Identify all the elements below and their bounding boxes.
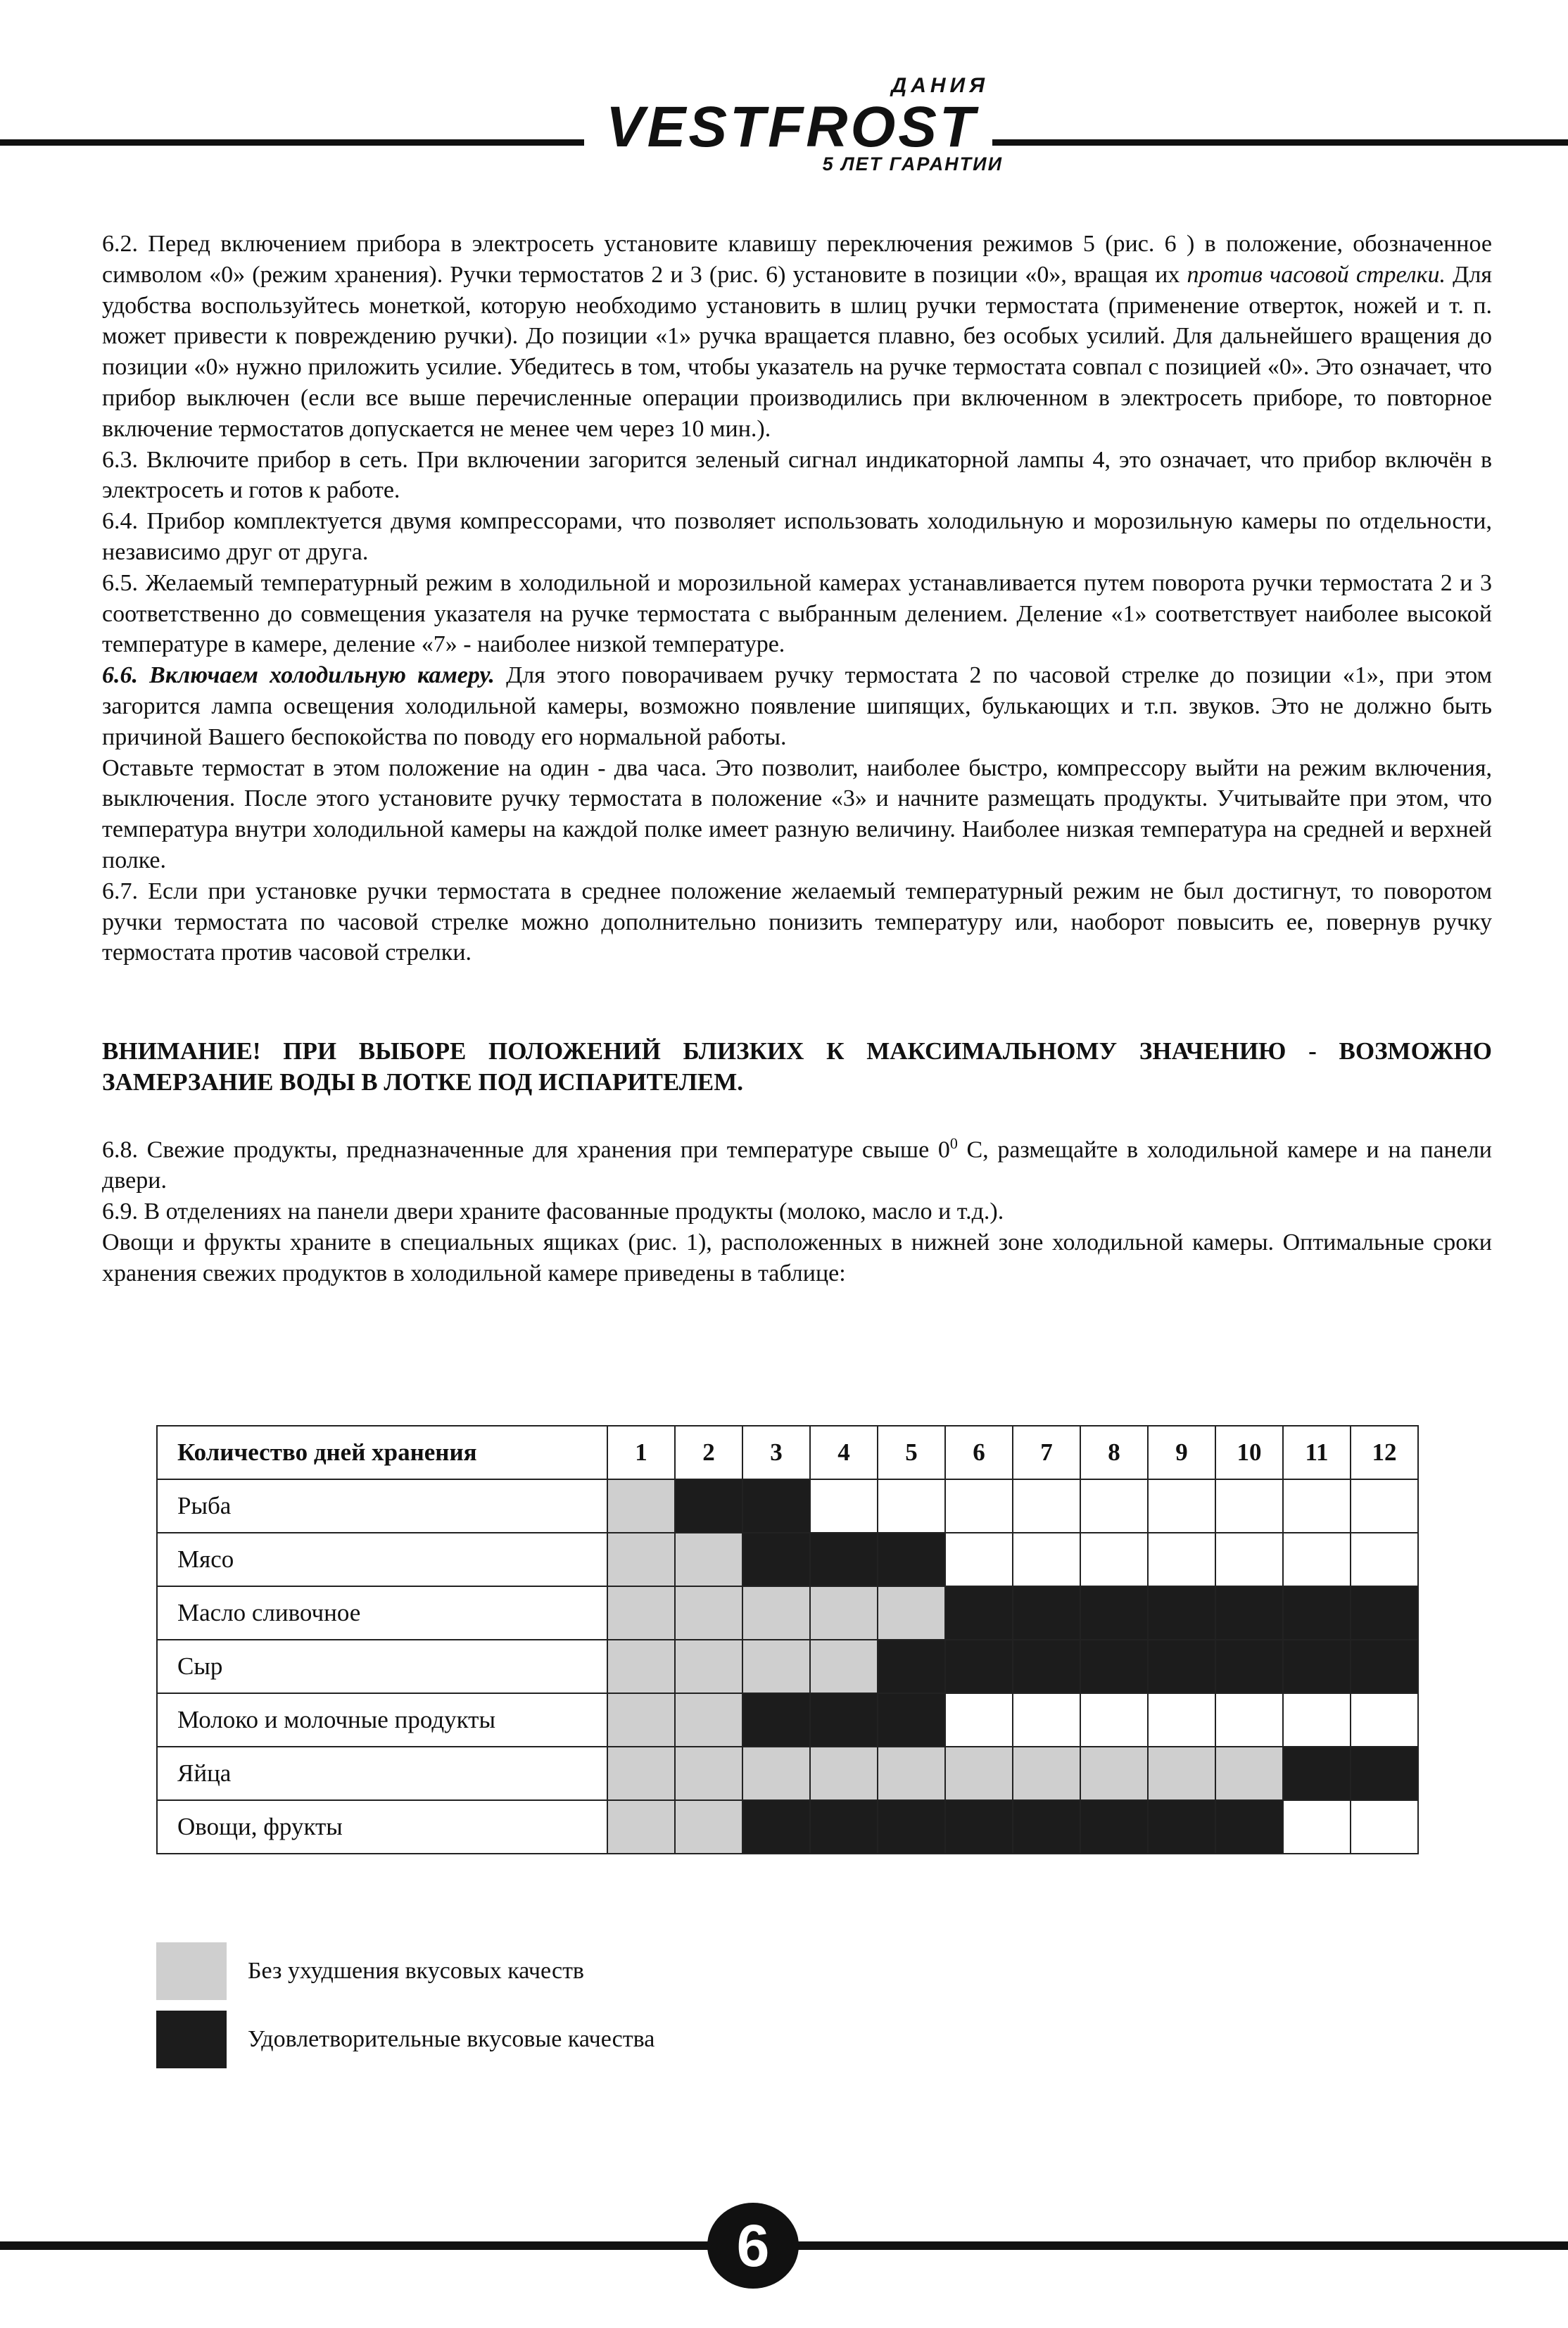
storage-cell xyxy=(1148,1693,1215,1747)
storage-cell xyxy=(1080,1693,1148,1747)
table-row xyxy=(157,1533,1418,1586)
paragraph-6-6-continued: Оставьте термостат в этом положение на один - два часа. Это позволит, наиболее быстро, компрессору выйти на режим включения, выключения. После этого установите ручку термостата в положение «3» и начните размещать продукты. Учитывайте при этом, что температура внутри холодильной камеры на каждой полке имеет разную величину. Наиболее низкая температура на средней и верхней полке. xyxy=(102,754,1492,873)
storage-cell xyxy=(1080,1640,1148,1693)
day-column-header: 7 xyxy=(1013,1426,1080,1479)
storage-days-table xyxy=(156,1425,1419,1854)
table-row xyxy=(157,1693,1418,1747)
day-column-header: 1 xyxy=(607,1426,675,1479)
table-row xyxy=(157,1640,1418,1693)
storage-cell xyxy=(1013,1800,1080,1854)
storage-cell xyxy=(878,1533,945,1586)
table-header-row xyxy=(157,1426,1418,1479)
storage-cell xyxy=(878,1693,945,1747)
storage-cell xyxy=(1148,1479,1215,1533)
storage-cell xyxy=(742,1693,810,1747)
storage-cell xyxy=(1215,1640,1283,1693)
storage-cell xyxy=(742,1479,810,1533)
storage-cell xyxy=(945,1586,1013,1640)
storage-cell xyxy=(607,1533,675,1586)
storage-cell xyxy=(1148,1586,1215,1640)
storage-cell xyxy=(675,1586,742,1640)
storage-cell xyxy=(810,1800,878,1854)
product-label: Мясо xyxy=(157,1533,607,1586)
instructions-block xyxy=(102,229,1492,968)
day-column-header: 9 xyxy=(1148,1426,1215,1479)
storage-cell xyxy=(1148,1640,1215,1693)
paragraph-6-4: 6.4. Прибор комплектуется двумя компрессорами, что позволяет использовать холодильную и морозильную камеры по отдельности, независимо друг от друга. xyxy=(102,508,1492,565)
storage-cell xyxy=(1080,1479,1148,1533)
storage-cell xyxy=(607,1479,675,1533)
storage-cell xyxy=(1080,1747,1148,1800)
storage-cell xyxy=(607,1640,675,1693)
paragraph-6-3: 6.3. Включите прибор в сеть. При включении загорится зеленый сигнал индикаторной лампы 4, это означает, что прибор включён в электросеть и готов к работе. xyxy=(102,446,1492,504)
storage-cell xyxy=(1351,1693,1418,1747)
brand-warranty: 5 ЛЕТ ГАРАНТИИ xyxy=(822,153,1003,175)
storage-cell xyxy=(945,1800,1013,1854)
table-header-label: Количество дней хранения xyxy=(157,1426,607,1479)
storage-cell xyxy=(1215,1586,1283,1640)
day-column-header: 8 xyxy=(1080,1426,1148,1479)
storage-cell xyxy=(1283,1586,1351,1640)
storage-cell xyxy=(1351,1586,1418,1640)
storage-cell xyxy=(945,1533,1013,1586)
paragraph-6-5: 6.5. Желаемый температурный режим в холодильной и морозильной камерах устанавливается путем поворота ручки термостата 2 и 3 соответственно до совмещения указателя на ручке термостата с выбранным делением. Деление «1» соответствует наиболее высокой температуре в камере, деление «7» - наиболее низкой температуре. xyxy=(102,569,1492,658)
footer-rule-left xyxy=(0,2241,714,2250)
table-row xyxy=(157,1479,1418,1533)
paragraph-6-9-continued: Овощи и фрукты храните в специальных ящиках (рис. 1), расположенных в нижней зоне холодильной камеры. Оптимальные сроки хранения свежих продуктов в холодильной камере приведены в таблице: xyxy=(102,1229,1492,1286)
storage-cell xyxy=(742,1533,810,1586)
storage-cell xyxy=(945,1693,1013,1747)
storage-cell xyxy=(810,1747,878,1800)
storage-cell xyxy=(1080,1586,1148,1640)
storage-cell xyxy=(810,1479,878,1533)
legend-label-light: Без ухудшения вкусовых качеств xyxy=(248,1958,584,1984)
storage-cell xyxy=(742,1800,810,1854)
storage-cell xyxy=(675,1533,742,1586)
storage-cell xyxy=(607,1693,675,1747)
storage-cell xyxy=(1283,1640,1351,1693)
paragraph-6-2: 6.2. Перед включением прибора в электросеть установите клавишу переключения режимов 5 (рис. 6 ) в положение, обозначенное символом «0» (режим хранения). Ручки термостатов 2 и 3 (рис. 6) установите в позиции «0», вращая их против часовой стрелки. Для удобства воспользуйтесь монеткой, которую необходимо установить в шлиц ручки термостата (применение отверток, ножей и т. п. может привести к повреждению ручки). До позиции «1» ручка вращается плавно, без особых усилий. Для дальнейшего вращения до позиции «0» нужно приложить усилие. Убедитесь в том, чтобы указатель на ручке термостата совпал с позицией «0». Это означает, что прибор выключен (если все выше перечисленные операции производились при включенном в электросеть приборе, то повторное включение термостатов допускается не менее чем через 10 мин.). xyxy=(102,231,1492,442)
storage-cell xyxy=(878,1640,945,1693)
storage-cell xyxy=(607,1800,675,1854)
day-column-header: 3 xyxy=(742,1426,810,1479)
day-column-header: 6 xyxy=(945,1426,1013,1479)
day-column-header: 2 xyxy=(675,1426,742,1479)
storage-cell xyxy=(1351,1640,1418,1693)
warning-notice: ВНИМАНИЕ! ПРИ ВЫБОРЕ ПОЛОЖЕНИЙ БЛИЗКИХ К МАКСИМАЛЬНОМУ ЗНАЧЕНИЮ - ВОЗМОЖНО ЗАМЕРЗАНИЕ ВОДЫ В ЛОТКЕ ПОД ИСПАРИТЕЛЕМ. xyxy=(102,1037,1492,1096)
day-column-header: 11 xyxy=(1283,1426,1351,1479)
storage-cell xyxy=(810,1586,878,1640)
brand-country: ДАНИЯ xyxy=(891,74,989,97)
day-column-header: 12 xyxy=(1351,1426,1418,1479)
storage-cell xyxy=(1013,1640,1080,1693)
storage-cell xyxy=(1013,1533,1080,1586)
day-column-header: 10 xyxy=(1215,1426,1283,1479)
storage-cell xyxy=(1013,1479,1080,1533)
storage-cell xyxy=(1283,1693,1351,1747)
day-column-header: 5 xyxy=(878,1426,945,1479)
storage-cell xyxy=(1148,1747,1215,1800)
paragraph-6-7: 6.7. Если при установке ручки термостата в среднее положение желаемый температурный режим не был достигнут, то поворотом ручки термостата по часовой стрелке можно дополнительно понизить температуру или, наоборот повысить ее, повернув ручку термостата против часовой стрелки. xyxy=(102,878,1492,966)
day-column-header: 4 xyxy=(810,1426,878,1479)
storage-cell xyxy=(810,1693,878,1747)
storage-cell xyxy=(1351,1533,1418,1586)
product-label: Молоко и молочные продукты xyxy=(157,1693,607,1747)
legend-swatch-light xyxy=(156,1942,227,2000)
storage-cell xyxy=(945,1640,1013,1693)
storage-cell xyxy=(607,1747,675,1800)
paragraph-6-8: 6.8. Свежие продукты, предназначенные для хранения при температуре свыше $0^0$ С, размещайте в холодильной камере и на панели двери. xyxy=(102,1134,1492,1194)
storage-cell xyxy=(1013,1586,1080,1640)
storage-cell xyxy=(1351,1479,1418,1533)
footer-rule-right xyxy=(792,2241,1568,2250)
header-rule-right xyxy=(992,139,1568,146)
paragraph-6-9: 6.9. В отделениях на панели двери храните фасованные продукты (молоко, масло и т.д.). xyxy=(102,1198,1004,1225)
storage-cell xyxy=(1283,1747,1351,1800)
storage-cell xyxy=(878,1800,945,1854)
storage-cell xyxy=(1013,1693,1080,1747)
storage-cell xyxy=(1215,1800,1283,1854)
storage-cell xyxy=(1283,1533,1351,1586)
storage-cell xyxy=(1283,1800,1351,1854)
storage-cell xyxy=(945,1479,1013,1533)
storage-cell xyxy=(1351,1800,1418,1854)
legend-label-dark: Удовлетворительные вкусовые качества xyxy=(248,2026,655,2052)
page-number: 6 xyxy=(707,2203,799,2289)
storage-cell xyxy=(1215,1747,1283,1800)
storage-cell xyxy=(945,1747,1013,1800)
storage-cell xyxy=(1351,1747,1418,1800)
header-rule-left xyxy=(0,139,584,146)
storage-cell xyxy=(675,1800,742,1854)
table-row xyxy=(157,1747,1418,1800)
storage-cell xyxy=(878,1586,945,1640)
storage-cell xyxy=(742,1747,810,1800)
table-row xyxy=(157,1586,1418,1640)
product-label: Рыба xyxy=(157,1479,607,1533)
product-label: Сыр xyxy=(157,1640,607,1693)
storage-instructions-block xyxy=(102,1128,1492,1289)
storage-cell xyxy=(675,1693,742,1747)
storage-cell xyxy=(675,1640,742,1693)
storage-cell xyxy=(878,1747,945,1800)
storage-cell xyxy=(675,1747,742,1800)
storage-cell xyxy=(1283,1479,1351,1533)
paragraph-6-6: 6.6. Включаем холодильную камеру. Для этого поворачиваем ручку термостата 2 по часовой стрелке до позиции «1», при этом загорится лампа освещения холодильной камеры, возможно появление шипящих, булькающих и т.п. звуков. Это не должно быть причиной Вашего беспокойства по поводу его нормальной работы. xyxy=(102,662,1492,750)
storage-cell xyxy=(1215,1533,1283,1586)
brand-logo: VESTFROST xyxy=(605,95,978,159)
storage-cell xyxy=(1080,1800,1148,1854)
storage-cell xyxy=(810,1640,878,1693)
storage-cell xyxy=(1080,1533,1148,1586)
storage-cell xyxy=(1148,1533,1215,1586)
product-label: Масло сливочное xyxy=(157,1586,607,1640)
storage-cell xyxy=(878,1479,945,1533)
storage-cell xyxy=(675,1479,742,1533)
storage-cell xyxy=(742,1586,810,1640)
storage-cell xyxy=(607,1586,675,1640)
table-row xyxy=(157,1800,1418,1854)
storage-cell xyxy=(1148,1800,1215,1854)
storage-cell xyxy=(810,1533,878,1586)
product-label: Овощи, фрукты xyxy=(157,1800,607,1854)
storage-cell xyxy=(1013,1747,1080,1800)
storage-cell xyxy=(1215,1693,1283,1747)
product-label: Яйца xyxy=(157,1747,607,1800)
storage-cell xyxy=(742,1640,810,1693)
legend-swatch-dark xyxy=(156,2011,227,2068)
storage-cell xyxy=(1215,1479,1283,1533)
